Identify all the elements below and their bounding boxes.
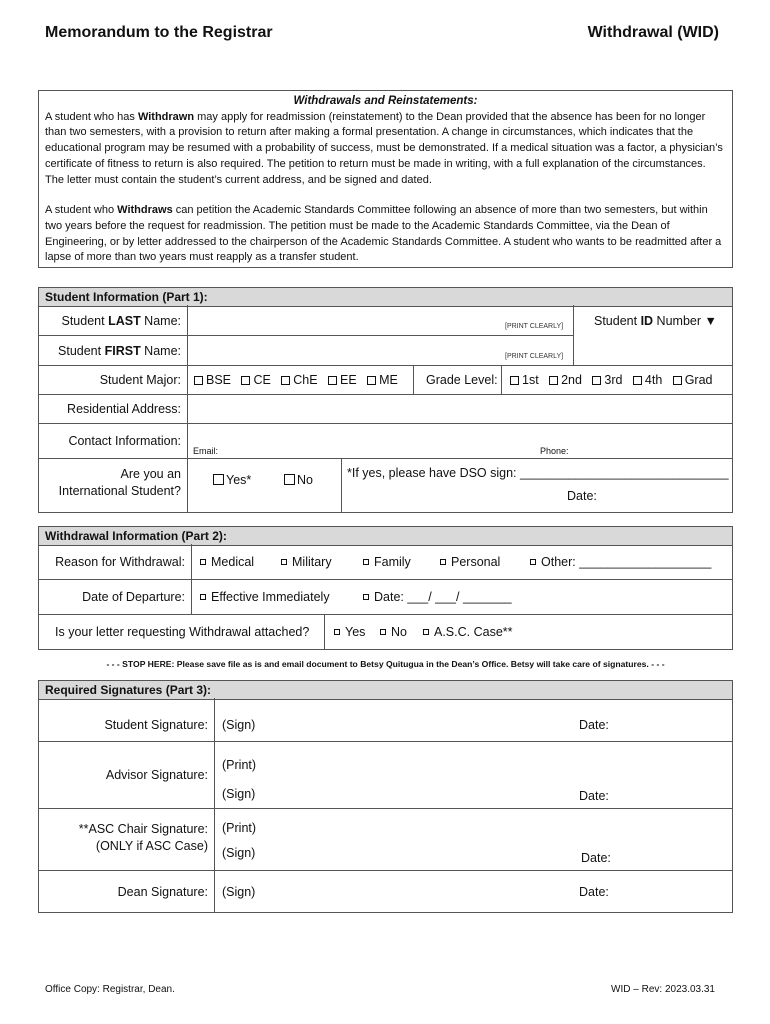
international-label: Are you an International Student? — [58, 467, 181, 498]
form-code-title: Withdrawal (WID) — [587, 24, 719, 41]
memo-title: Memorandum to the Registrar — [45, 24, 273, 41]
student-signature-label: Student Signature: — [104, 718, 208, 732]
asc-chair-date-label: Date: — [581, 851, 611, 865]
intro-paragraph-2: A student who Withdraws can petition the Academic Standards Committee following an absence of more than two semesters, but within two years before the request for readmission. The petition must be made to the Academic Standards Committee, via the Dean of Engineering, or by letter addressed to the chairperson of the Academic Standards Committee. A student who wants to be readmitted after a lapse of more than two years must reapply as a transfer student. — [45, 204, 722, 264]
asc-chair-sign-field[interactable]: (Sign) — [222, 846, 256, 860]
print-clearly-hint-first: [PRINT CLEARLY] — [505, 353, 564, 360]
reason-label: Reason for Withdrawal: — [55, 555, 185, 569]
phone-label: Phone: — [540, 446, 569, 456]
asc-chair-signature-label: **ASC Chair Signature: (ONLY if ASC Case) — [78, 822, 208, 853]
address-label: Residential Address: — [67, 402, 181, 416]
student-date-label: Date: — [579, 718, 609, 732]
email-field[interactable] — [188, 424, 538, 457]
letter-yes-option[interactable]: Yes — [334, 625, 365, 639]
grade-option-3rd[interactable]: 3rd — [592, 373, 622, 387]
signatures-section — [38, 680, 733, 913]
phone-field[interactable] — [540, 424, 732, 457]
grade-options — [510, 373, 713, 387]
dean-sign-field[interactable]: (Sign) — [222, 885, 256, 899]
advisor-print-field[interactable]: (Print) — [222, 758, 257, 772]
intro-heading: Withdrawals and Reinstatements: — [293, 95, 478, 107]
reason-other-option[interactable]: Other: ___________________ — [530, 555, 711, 569]
part3-title: Required Signatures (Part 3): — [39, 681, 732, 700]
dso-date-label: Date: — [567, 489, 597, 503]
international-yes-option[interactable]: Yes* — [213, 473, 251, 487]
international-no-option[interactable]: No — [284, 473, 313, 487]
letter-asc-case-option[interactable]: A.S.C. Case** — [423, 625, 513, 639]
email-label: Email: — [193, 446, 219, 456]
departure-date-option[interactable]: Date: ___/ ___/ _______ — [363, 590, 512, 604]
reason-personal-option[interactable]: Personal — [440, 555, 500, 569]
print-clearly-hint-last: [PRINT CLEARLY] — [505, 323, 564, 330]
part1-title: Student Information (Part 1): — [39, 288, 732, 307]
first-name-label: Student FIRST Name: — [58, 344, 181, 358]
intro-paragraph-1: A student who has Withdrawn may apply for readmission (reinstatement) to the Dean provided that the absence has been for no longer than two semesters, with a provision to return after making a formal presentation. A change in circumstances, which indicates that the educational program may be resumed with a probability of success, must be demonstrated. If a medical situation was a factor, a physician’s certificate of fitness to return is also required. The petition to return must be made in writing, with a full explanation of the circumstances. The letter must contain the student’s current address, and be signed and dated. — [45, 110, 723, 186]
dso-sign-line[interactable]: *If yes, please have DSO sign: ______________________________ — [347, 466, 729, 480]
major-option-bse[interactable]: BSE — [194, 373, 231, 387]
grade-option-4th[interactable]: 4th — [633, 373, 662, 387]
asc-chair-print-field[interactable]: (Print) — [222, 821, 257, 835]
letter-no-option[interactable]: No — [380, 625, 407, 639]
reason-medical-option[interactable]: Medical — [200, 555, 254, 569]
stop-here-note: - - - STOP HERE: Please save file as is and email document to Betsy Quitugua in the Dean’s Office. Betsy will take care of signatures. - - - — [106, 659, 665, 669]
part2-title: Withdrawal Information (Part 2): — [39, 527, 732, 546]
address-field[interactable] — [188, 395, 732, 422]
advisor-sign-field[interactable]: (Sign) — [222, 787, 256, 801]
major-label: Student Major: — [99, 373, 181, 387]
student-id-label: Student ID Number ▼ — [594, 314, 717, 328]
intro-box — [38, 90, 733, 268]
grade-level-label: Grade Level: — [426, 373, 498, 387]
major-option-ee[interactable]: EE — [328, 373, 357, 387]
advisor-date-label: Date: — [579, 789, 609, 803]
departure-effective-option[interactable]: Effective Immediately — [200, 590, 330, 604]
last-name-label: Student LAST Name: — [61, 314, 181, 328]
contact-label: Contact Information: — [68, 434, 181, 448]
major-option-che[interactable]: ChE — [281, 373, 317, 387]
major-option-ce[interactable]: CE — [241, 373, 270, 387]
grade-option-grad[interactable]: Grad — [673, 373, 713, 387]
dean-date-label: Date: — [579, 885, 609, 899]
advisor-signature-label: Advisor Signature: — [105, 768, 208, 782]
major-option-me[interactable]: ME — [367, 373, 398, 387]
student-sign-field[interactable]: (Sign) — [222, 718, 256, 732]
dean-signature-label: Dean Signature: — [117, 885, 208, 899]
letter-attached-label: Is your letter requesting Withdrawal attached? — [55, 625, 310, 639]
departure-label: Date of Departure: — [82, 590, 185, 604]
grade-option-2nd[interactable]: 2nd — [549, 373, 582, 387]
reason-family-option[interactable]: Family — [363, 555, 411, 569]
reason-military-option[interactable]: Military — [281, 555, 332, 569]
footer-revision: WID – Rev: 2023.03.31 — [611, 984, 715, 995]
major-options — [194, 373, 398, 387]
student-id-field[interactable] — [574, 336, 732, 364]
footer-office-copy: Office Copy: Registrar, Dean. — [45, 984, 175, 995]
grade-option-1st[interactable]: 1st — [510, 373, 539, 387]
